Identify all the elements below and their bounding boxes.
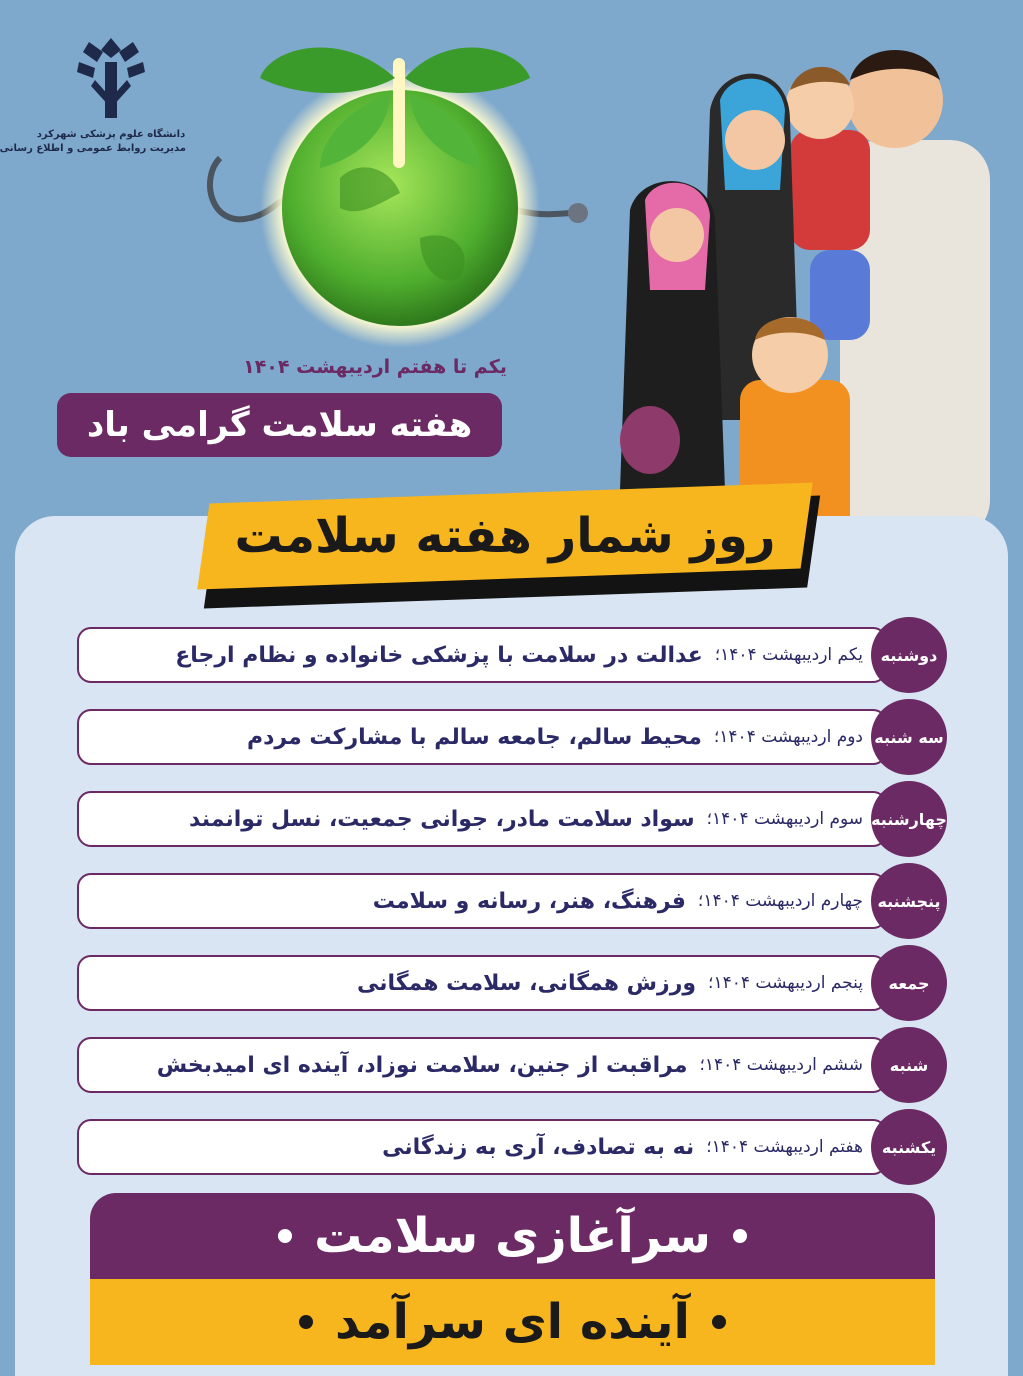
day-badge: یکشنبه (871, 1109, 947, 1185)
schedule-row-wednesday (77, 791, 947, 847)
day-badge: جمعه (871, 945, 947, 1021)
slogan-banner-bottom (90, 1279, 935, 1365)
schedule-row-tuesday (77, 709, 944, 765)
apple-globe-illustration (190, 18, 610, 348)
slogan-line-2: آینده ای سرآمد (335, 1294, 690, 1350)
slogan-line-1: سرآغازی سلامت (314, 1208, 711, 1264)
day-badge: شنبه (871, 1027, 947, 1103)
row-theme: فرهنگ، هنر، رسانه و سلامت (372, 888, 686, 914)
logo-line-university: دانشگاه علوم پزشکی شهرکرد (36, 129, 186, 140)
university-emblem-icon (71, 28, 151, 128)
row-theme: محیط سالم، جامعه سالم با مشارکت مردم (246, 724, 702, 750)
date-range: یکم تا هفتم اردیبهشت ۱۴۰۴ (243, 356, 507, 378)
schedule-row-thursday (77, 873, 941, 929)
row-date: دوم اردیبهشت ۱۴۰۴؛ (713, 727, 863, 747)
bullet-dot-icon (733, 1229, 747, 1243)
row-theme: نه به تصادف، آری به زندگانی (382, 1134, 695, 1160)
slogan-banner-top (90, 1193, 935, 1279)
day-badge: پنجشنبه (871, 863, 947, 939)
row-theme: مراقبت از جنین، سلامت نوزاد، آینده ای امیدبخش (156, 1052, 688, 1078)
bullet-dot-icon (712, 1315, 726, 1329)
schedule-row-sunday (77, 1119, 937, 1175)
bullet-dot-icon (299, 1315, 313, 1329)
family-illustration (610, 20, 1010, 540)
row-date: ششم اردیبهشت ۱۴۰۴؛ (699, 1055, 863, 1075)
day-badge: چهارشنبه (871, 781, 947, 857)
schedule-row-friday (77, 955, 930, 1011)
main-title: روز شمار هفته سلامت (234, 508, 776, 564)
row-date: سوم اردیبهشت ۱۴۰۴؛ (706, 809, 863, 829)
schedule-row-monday (77, 627, 938, 683)
row-date: یکم اردیبهشت ۱۴۰۴؛ (714, 645, 863, 665)
row-theme: ورزش همگانی، سلامت همگانی (356, 970, 697, 996)
row-theme: سواد سلامت مادر، جوانی جمعیت، نسل توانمند (189, 806, 695, 832)
bullet-dot-icon (278, 1229, 292, 1243)
day-badge: سه شنبه (871, 699, 947, 775)
logo-line-department: مدیریت روابط عمومی و اطلاع رسانی (0, 143, 186, 154)
greeting-banner: هفته سلامت گرامی باد (57, 393, 502, 457)
family-icon (610, 20, 1010, 540)
row-date: چهارم اردیبهشت ۱۴۰۴؛ (697, 891, 863, 911)
row-theme: عدالت در سلامت با پزشکی خانواده و نظام ارجاع (175, 642, 703, 668)
green-apple-globe-stethoscope-icon (190, 18, 610, 348)
day-badge: دوشنبه (871, 617, 947, 693)
schedule-row-saturday (77, 1037, 929, 1093)
row-date: پنجم اردیبهشت ۱۴۰۴؛ (708, 973, 863, 993)
university-logo (0, 28, 186, 188)
row-date: هفتم اردیبهشت ۱۴۰۴؛ (706, 1137, 863, 1157)
